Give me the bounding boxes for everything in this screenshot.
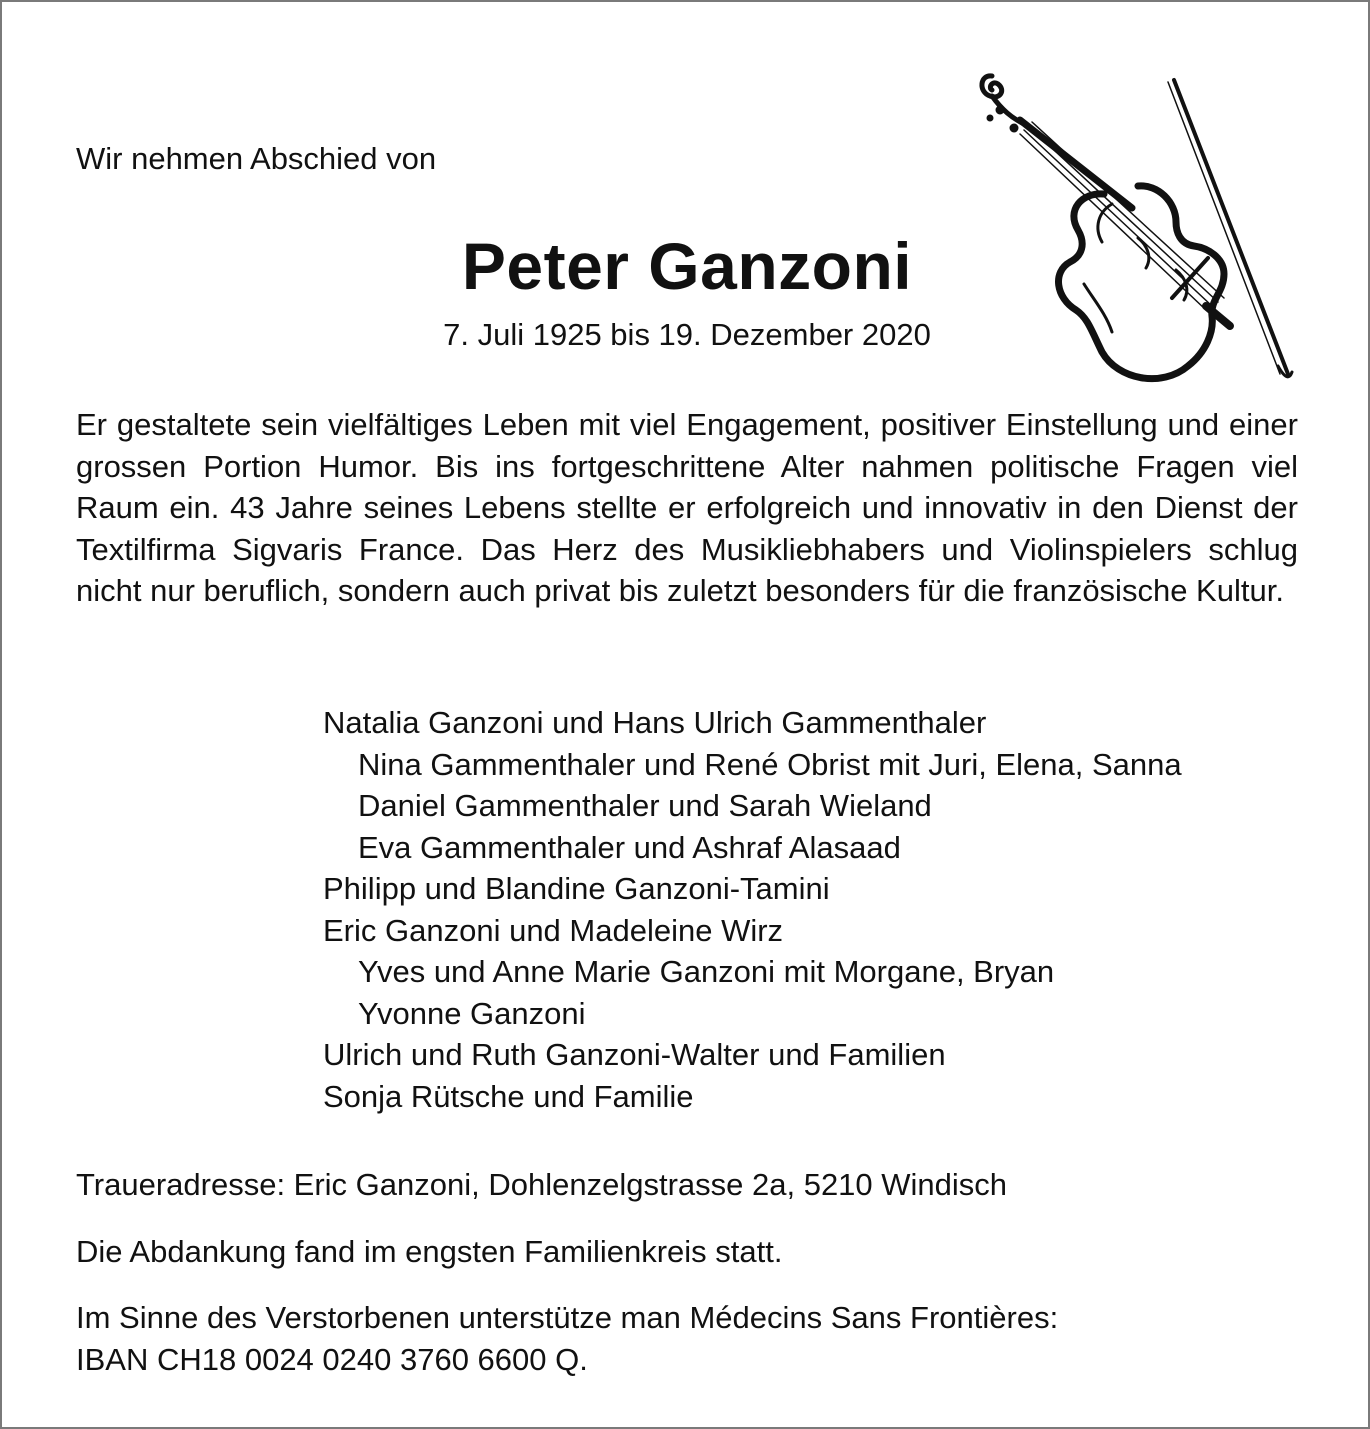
mourner-entry: Nina Gammenthaler und René Obrist mit Juri, Elena, Sanna bbox=[358, 746, 1182, 782]
mourner-entry: Eva Gammenthaler und Ashraf Alasaad bbox=[358, 829, 901, 865]
tribute-paragraph: Er gestaltete sein vielfältiges Leben mit viel Engagement, positiver Einstellung und einer grossen Portion Humor. Bis ins fortgeschrittene Alter nahmen politische Fragen viel Raum ein. 43 Jahre seines Lebens stellte er erfolgreich und innovativ in den Dienst der Textilfirma Sigvaris France. Das Herz des Musikliebhabers und Violinspielers schlug nicht nur beruflich, sondern auch privat bis zuletzt besonders für die französische Kultur. bbox=[76, 407, 1298, 608]
deceased-name: Peter Ganzoni bbox=[461, 229, 913, 303]
mourner-entry: Ulrich und Ruth Ganzoni-Walter und Familien bbox=[323, 1037, 946, 1072]
mourners-list bbox=[323, 702, 1182, 1117]
donation-line: Im Sinne des Verstorbenen unterstütze man Médecins Sans Frontières: bbox=[76, 1300, 1059, 1335]
mourner-entry: Sonja Rütsche und Familie bbox=[323, 1078, 694, 1114]
life-dates: 7. Juli 1925 bis 19. Dezember 2020 bbox=[443, 317, 931, 352]
iban-line: IBAN CH18 0024 0240 3760 6600 Q. bbox=[76, 1341, 588, 1377]
mourner-entry: Yves und Anne Marie Ganzoni mit Morgane, Bryan bbox=[358, 954, 1055, 989]
mourner-entry: Philipp und Blandine Ganzoni-Tamini bbox=[323, 871, 830, 906]
mourner-entry: Daniel Gammenthaler und Sarah Wieland bbox=[358, 788, 932, 823]
service-note: Die Abdankung fand im engsten Familienkreis statt. bbox=[76, 1234, 783, 1269]
mourner-entry: Eric Ganzoni und Madeleine Wirz bbox=[323, 912, 784, 948]
mourner-entry: Natalia Ganzoni und Hans Ulrich Gammenthaler bbox=[323, 705, 987, 740]
donation-info bbox=[76, 1297, 1058, 1380]
intro-text: Wir nehmen Abschied von bbox=[76, 141, 437, 176]
mourner-entry: Yvonne Ganzoni bbox=[358, 995, 586, 1031]
mourning-address: Traueradresse: Eric Ganzoni, Dohlenzelgstrasse 2a, 5210 Windisch bbox=[76, 1167, 1008, 1202]
